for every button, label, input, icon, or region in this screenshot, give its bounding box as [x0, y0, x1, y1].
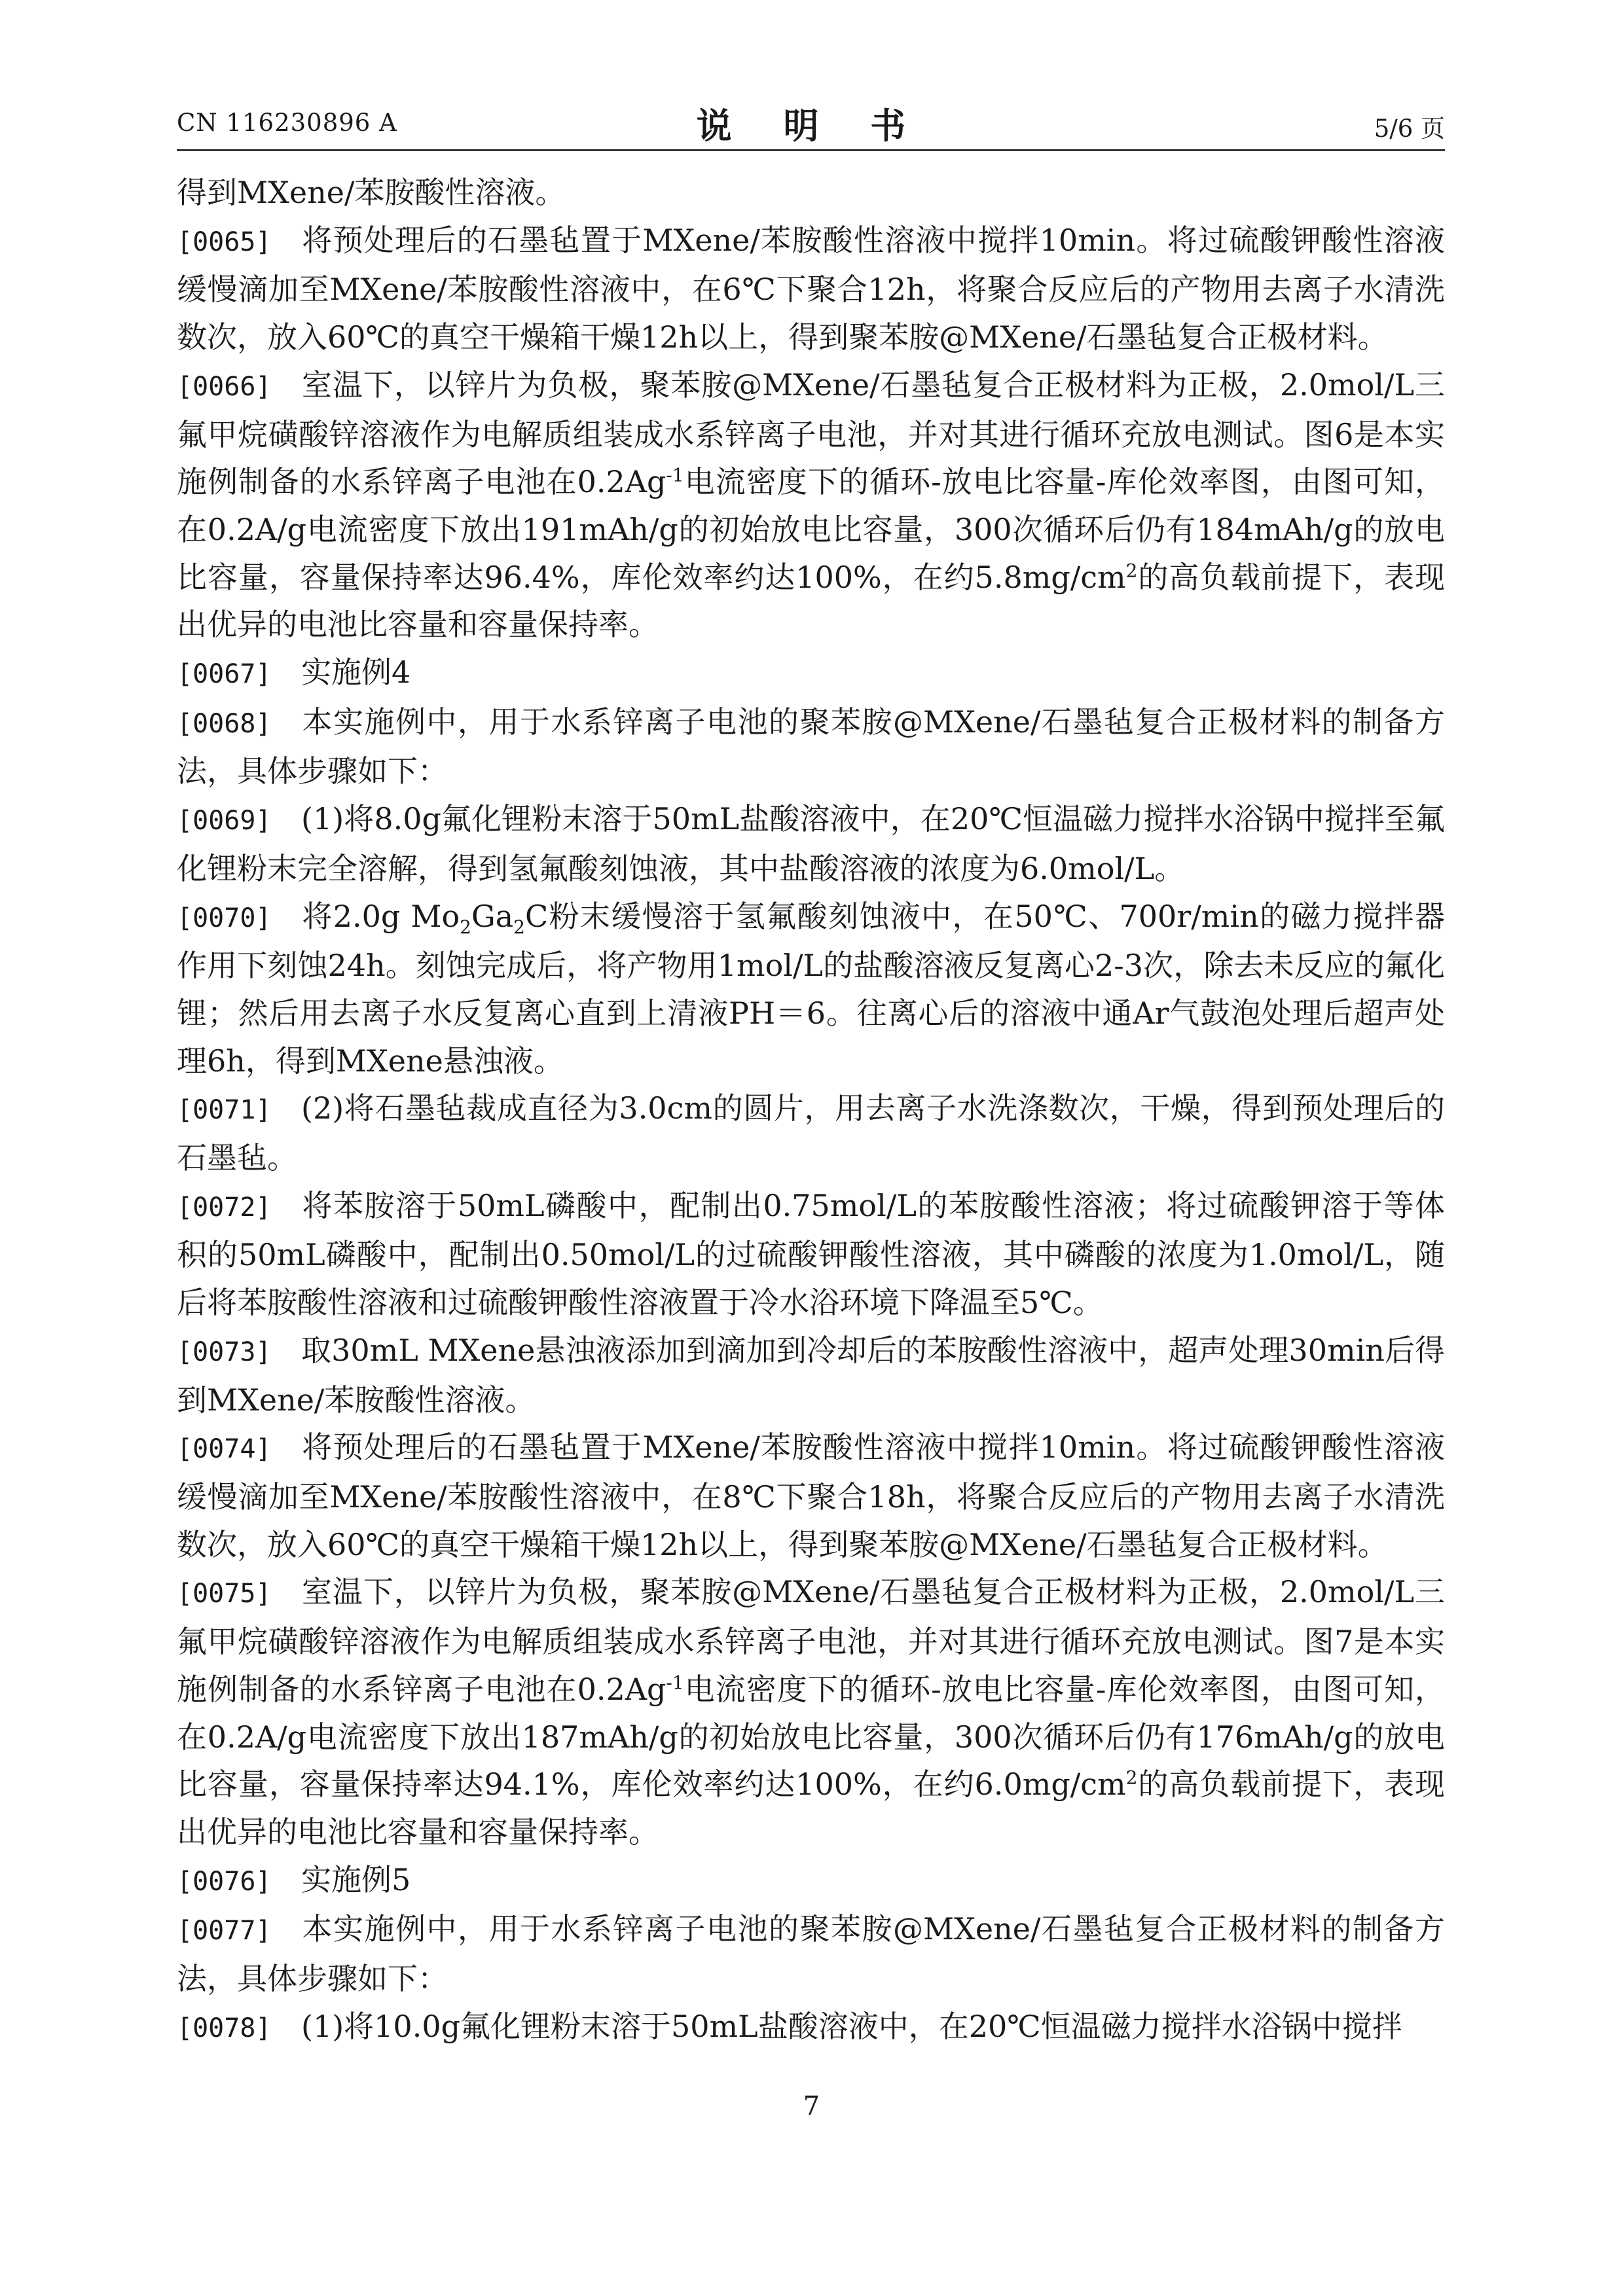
superscript: -1	[666, 1672, 684, 1694]
paragraph-number: [0068]	[177, 708, 272, 739]
paragraph	[177, 169, 1445, 217]
paragraph-text: 本实施例中，用于水系锌离子电池的聚苯胺@MXene/石墨毡复合正极材料的制备方法，具体步骤如下：	[177, 704, 1445, 789]
paragraph-number: [0067]	[177, 659, 272, 690]
paragraph	[177, 217, 1445, 361]
paragraph	[177, 698, 1445, 795]
paragraph	[177, 361, 1445, 649]
superscript: 2	[1125, 1767, 1138, 1789]
patent-number: CN 116230896 A	[177, 109, 397, 137]
paragraph-text: 将预处理后的石墨毡置于MXene/苯胺酸性溶液中搅拌10min。将过硫酸钾酸性溶液缓慢滴加至MXene/苯胺酸性溶液中，在8℃下聚合18h，将聚合反应后的产物用去离子水清洗数次，放入60℃的真空干燥箱干燥12h以上，得到聚苯胺@MXene/石墨毡复合正极材料。	[177, 1429, 1445, 1562]
paragraph-text: (1)将10.0g氟化锂粉末溶于50mL盐酸溶液中，在20℃恒温磁力搅拌水浴锅中搅拌	[301, 2008, 1402, 2044]
paragraph	[177, 1085, 1445, 1181]
paragraph	[177, 1327, 1445, 1424]
superscript: -1	[666, 464, 684, 486]
header-rule	[177, 149, 1445, 151]
paragraph-text: 本实施例中，用于水系锌离子电池的聚苯胺@MXene/石墨毡复合正极材料的制备方法，具体步骤如下：	[177, 1911, 1445, 1997]
paragraph-text: 室温下，以锌片为负极，聚苯胺@MXene/石墨毡复合正极材料为正极，2.0mol/L三氟甲烷磺酸锌溶液作为电解质组装成水系锌离子电池，并对其进行循环充放电测试。图7是本实施例制备的水系锌离子电池在0.2Ag	[177, 1574, 1445, 1707]
paragraph-number: [0070]	[177, 903, 272, 933]
paragraph	[177, 1856, 1445, 1906]
paragraph-text: 将2.0g Mo	[301, 898, 460, 934]
paragraph-text: Ga	[471, 898, 514, 934]
paragraph-number: [0076]	[177, 1866, 272, 1897]
document-body	[177, 169, 1445, 2052]
paragraph-number: [0073]	[177, 1336, 272, 1367]
section-heading: 实施例4	[301, 655, 411, 691]
paragraph	[177, 649, 1445, 698]
page-header	[177, 98, 1445, 145]
paragraph-text: 将苯胺溶于50mL磷酸中，配制出0.75mol/L的苯胺酸性溶液；将过硫酸钾溶于等体积的50mL磷酸中，配制出0.50mol/L的过硫酸钾酸性溶液，其中磷酸的浓度为1.0mol/L，随后将苯胺酸性溶液和过硫酸钾酸性溶液置于冷水浴环境下降温至5℃。	[177, 1187, 1445, 1321]
paragraph-text: 电流密度下的循环-放电比容量-库伦效率图，由图可知，在0.2A/g电流密度下放出191mAh/g的初始放电比容量，300次循环后仍有184mAh/g的放电比容量，容量保持率达96.4%，库伦效率约达100%，在约5.8mg/cm	[177, 464, 1445, 595]
page-number: 7	[803, 2091, 820, 2121]
paragraph	[177, 795, 1445, 892]
paragraph-number: [0066]	[177, 371, 272, 402]
paragraph-text: 室温下，以锌片为负极，聚苯胺@MXene/石墨毡复合正极材料为正极，2.0mol/L三氟甲烷磺酸锌溶液作为电解质组装成水系锌离子电池，并对其进行循环充放电测试。图6是本实施例制备的水系锌离子电池在0.2Ag	[177, 367, 1445, 500]
paragraph-text: 将预处理后的石墨毡置于MXene/苯胺酸性溶液中搅拌10min。将过硫酸钾酸性溶液缓慢滴加至MXene/苯胺酸性溶液中，在6℃下聚合12h，将聚合反应后的产物用去离子水清洗数次，放入60℃的真空干燥箱干燥12h以上，得到聚苯胺@MXene/石墨毡复合正极材料。	[177, 222, 1445, 355]
paragraph-number: [0078]	[177, 2013, 272, 2043]
paragraph-text: (2)将石墨毡裁成直径为3.0cm的圆片，用去离子水洗涤数次，干燥，得到预处理后的石墨毡。	[177, 1090, 1445, 1176]
paragraph-number: [0071]	[177, 1095, 272, 1126]
paragraph-number: [0077]	[177, 1916, 272, 1946]
paragraph	[177, 1568, 1445, 1856]
page-indicator: 5/6 页	[1374, 115, 1445, 143]
paragraph	[177, 1905, 1445, 2002]
paragraph	[177, 1182, 1445, 1327]
paragraph	[177, 893, 1445, 1085]
paragraph-text: 的高负载前提下，表现出优异的电池比容量和容量保持率。	[177, 1767, 1445, 1850]
paragraph-number: [0065]	[177, 226, 272, 257]
paragraph-text: 取30mL MXene悬浊液添加到滴加到冷却后的苯胺酸性溶液中，超声处理30min后得到MXene/苯胺酸性溶液。	[177, 1332, 1445, 1418]
superscript: 2	[1125, 560, 1138, 582]
paragraph-number: [0074]	[177, 1434, 272, 1465]
paragraph-text: 电流密度下的循环-放电比容量-库伦效率图，由图可知，在0.2A/g电流密度下放出187mAh/g的初始放电比容量，300次循环后仍有176mAh/g的放电比容量，容量保持率达94.1%，库伦效率约达100%，在约6.0mg/cm	[177, 1671, 1445, 1803]
paragraph-text: 的高负载前提下，表现出优异的电池比容量和容量保持率。	[177, 559, 1445, 643]
paragraph-text: C粉末缓慢溶于氢氟酸刻蚀液中，在50℃、700r/min的磁力搅拌器作用下刻蚀24h。刻蚀完成后，将产物用1mol/L的盐酸溶液反复离心2-3次，除去未反应的氟化锂；然后用去离子水反复离心直到上清液PH＝6。往离心后的溶液中通Ar气鼓泡处理后超声处理6h，得到MXene悬浊液。	[177, 898, 1445, 1079]
subscript: 2	[513, 916, 525, 938]
paragraph-number: [0069]	[177, 806, 272, 836]
section-heading: 实施例5	[301, 1861, 411, 1897]
paragraph	[177, 1424, 1445, 1568]
paragraph-text: (1)将8.0g氟化锂粉末溶于50mL盐酸溶液中，在20℃恒温磁力搅拌水浴锅中搅拌至氟化锂粉末完全溶解，得到氢氟酸刻蚀液，其中盐酸溶液的浓度为6.0mol/L。	[177, 801, 1445, 886]
paragraph-number: [0075]	[177, 1579, 272, 1609]
document-title: 说 明 书	[696, 105, 926, 147]
paragraph-number: [0072]	[177, 1192, 272, 1223]
subscript: 2	[460, 916, 471, 938]
paragraph	[177, 2003, 1445, 2053]
paragraph-text: 得到MXene/苯胺酸性溶液。	[177, 175, 566, 210]
